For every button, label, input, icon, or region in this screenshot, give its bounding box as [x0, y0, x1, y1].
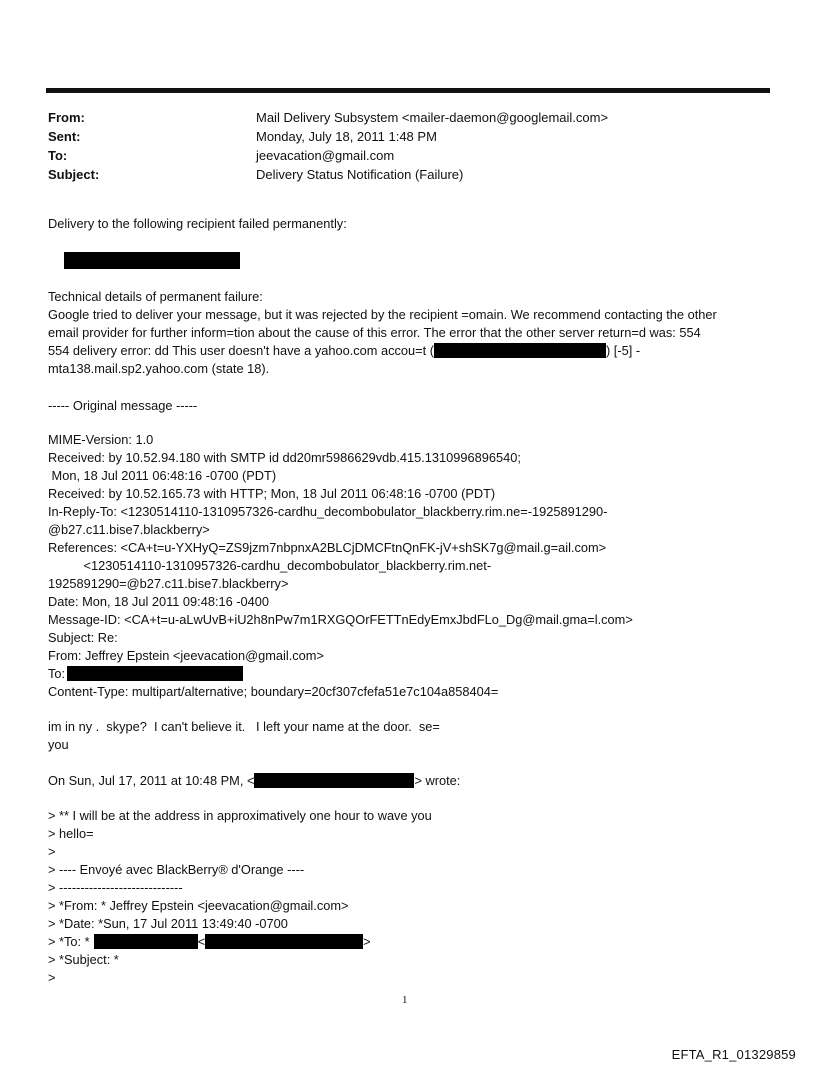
quote-to-close: >: [363, 934, 371, 949]
from-value: Mail Delivery Subsystem <mailer-daemon@googlemail.com>: [256, 110, 609, 125]
received-2: Received: by 10.52.165.73 with HTTP; Mon, 18 Jul 2011 06:48:16 -0700 (PDT): [48, 486, 496, 501]
page-number: 1: [402, 994, 408, 1006]
sent-value: Monday, July 18, 2011 1:48 PM: [256, 129, 437, 144]
message-line-2: you: [48, 737, 69, 752]
references-2: <1230514110-1310957326-cardhu_decombobulator_blackberry.rim.net-: [48, 558, 492, 573]
redaction-bar: [94, 934, 198, 949]
quote-line-1: > ** I will be at the address in approximatively one hour to wave you: [48, 808, 432, 823]
quote-line-8: [48, 933, 371, 951]
quote-line-2: > hello=: [48, 826, 94, 841]
quote-line-5: > -----------------------------: [48, 880, 183, 895]
from-line: From: Jeffrey Epstein <jeevacation@gmail.com>: [48, 648, 324, 663]
redaction-bar: [254, 773, 414, 788]
content-type: Content-Type: multipart/alternative; boundary=20cf307cfefa51e7c104a858404=: [48, 684, 499, 699]
redaction-bar: [434, 343, 606, 358]
to-line-label: To:: [48, 666, 66, 681]
intro-text: Delivery to the following recipient failed permanently:: [48, 216, 347, 231]
references-3: 1925891290=@b27.c11.bise7.blackberry>: [48, 576, 289, 591]
tech-line-3b: ) [-5] -: [605, 343, 641, 358]
tech-line-2: email provider for further inform=tion about the cause of this error. The error that the other server return=d was: 554: [48, 325, 701, 340]
to-label: To:: [48, 148, 68, 163]
tech-line-3: [48, 342, 640, 360]
quote-line-10: >: [48, 970, 56, 985]
tech-title: Technical details of permanent failure:: [48, 289, 263, 304]
original-message-separator: ----- Original message -----: [48, 398, 198, 413]
email-header: [48, 108, 608, 184]
tech-line-3a: 554 delivery error: dd This user doesn't have a yahoo.com accou=t (: [48, 343, 434, 358]
quote-line-3: >: [48, 844, 56, 859]
quote-line-4: > ---- Envoyé avec BlackBerry® d'Orange ----: [48, 862, 305, 877]
message-id: Message-ID: <CA+t=u-aLwUvB+iU2h8nPw7m1RXGQOrFETTnEdyEmxJbdFLo_Dg@mail.gma=l.com>: [48, 612, 633, 627]
subject-value: Delivery Status Notification (Failure): [256, 167, 464, 182]
quote-attribution-a: On Sun, Jul 17, 2011 at 10:48 PM, <: [48, 773, 255, 788]
header-rule: [46, 88, 770, 93]
tech-line-4: mta138.mail.sp2.yahoo.com (state 18).: [48, 361, 270, 376]
quote-attribution: [48, 772, 460, 790]
sent-label: Sent:: [48, 129, 81, 144]
quote-line-6: > *From: * Jeffrey Epstein <jeevacation@gmail.com>: [48, 898, 349, 913]
mime-version: MIME-Version: 1.0: [48, 432, 154, 447]
in-reply-to-2: @b27.c11.bise7.blackberry>: [48, 522, 210, 537]
quote-line-9: > *Subject: *: [48, 952, 119, 967]
document-id: EFTA_R1_01329859: [671, 1047, 796, 1062]
in-reply-to-1: In-Reply-To: <1230514110-1310957326-cardhu_decombobulator_blackberry.rim.ne=-1925891290-: [48, 504, 608, 519]
received-1-date: Mon, 18 Jul 2011 06:48:16 -0700 (PDT): [48, 468, 277, 483]
subject-label: Subject:: [48, 167, 100, 182]
tech-line-1: Google tried to deliver your message, but it was rejected by the recipient =omain. We recommend contacting the other: [48, 307, 717, 322]
message-line-1: im in ny . skype? I can't believe it. I left your name at the door. se=: [48, 719, 440, 734]
from-label: From:: [48, 110, 85, 125]
quote-to-open: <: [197, 934, 206, 949]
redaction-bar: [67, 666, 243, 681]
to-line: [48, 665, 243, 683]
quote-to-label: > *To: *: [48, 934, 90, 949]
to-value: jeevacation@gmail.com: [256, 148, 395, 163]
quote-line-7: > *Date: *Sun, 17 Jul 2011 13:49:40 -0700: [48, 916, 288, 931]
quote-attribution-b: > wrote:: [414, 773, 461, 788]
recipient-redaction: [48, 252, 240, 271]
subject-line: Subject: Re:: [48, 630, 118, 645]
redaction-bar: [64, 252, 240, 269]
received-1: Received: by 10.52.94.180 with SMTP id dd20mr5986629vdb.415.1310996896540;: [48, 450, 521, 465]
redaction-bar: [205, 934, 363, 949]
date-line: Date: Mon, 18 Jul 2011 09:48:16 -0400: [48, 594, 270, 609]
references-1: References: <CA+t=u-YXHyQ=ZS9jzm7nbpnxA2BLCjDMCFtnQnFK-jV+shSK7g@mail.g=ail.com>: [48, 540, 607, 555]
